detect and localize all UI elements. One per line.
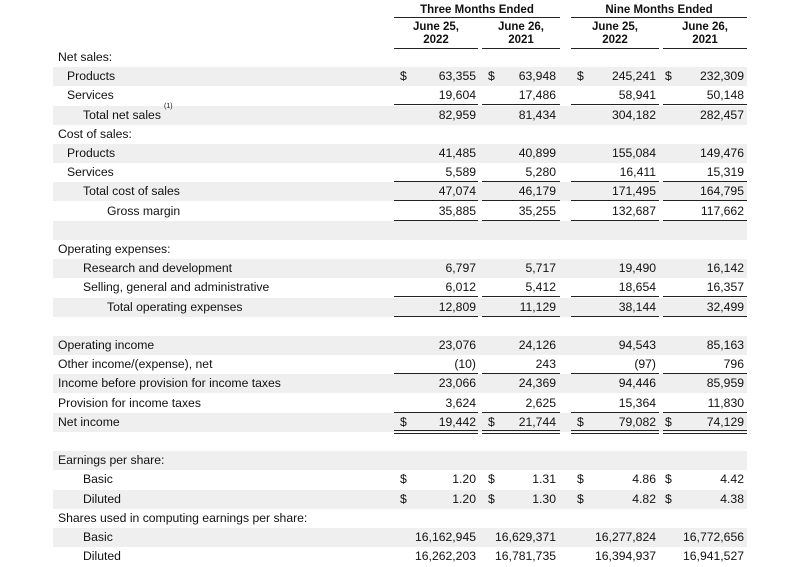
table-row: [53, 298, 747, 317]
table-row: [53, 336, 747, 355]
cell-value: (10): [454, 357, 476, 371]
cell-value: 11,129: [519, 300, 556, 314]
cell-value: (97): [634, 357, 656, 371]
cell-value: 1.31: [532, 472, 556, 486]
cell-value: 85,959: [706, 376, 744, 390]
cell-value: 58,941: [618, 88, 656, 102]
cell-value: 16,629,371: [495, 530, 556, 544]
cell-value: 16,142: [706, 261, 744, 275]
row-label: Selling, general and administrative: [83, 280, 270, 294]
cell-value: 164,795: [699, 184, 744, 198]
table-row: [53, 86, 747, 105]
row-label: Net income: [58, 415, 120, 429]
dollar-sign: $: [665, 472, 672, 486]
cell-value: 282,457: [699, 108, 744, 122]
dollar-sign: $: [488, 492, 495, 506]
cell-value: 1.30: [532, 492, 556, 506]
table-row: [53, 278, 747, 297]
table-row: [53, 509, 747, 528]
cell-value: 4.38: [720, 492, 744, 506]
cell-value: 18,654: [618, 280, 656, 294]
cell-value: 85,163: [706, 338, 744, 352]
row-label: Diluted: [83, 492, 121, 506]
table-row: [53, 490, 747, 509]
dollar-sign: $: [488, 415, 495, 429]
cell-value: 12,809: [438, 300, 476, 314]
cell-value: 24,126: [518, 338, 556, 352]
row-label: Shares used in computing earnings per share:: [58, 511, 308, 525]
dollar-sign: $: [577, 472, 584, 486]
cell-value: 41,485: [438, 146, 476, 160]
cell-value: 38,144: [618, 300, 656, 314]
row-label: Products: [67, 69, 116, 83]
cell-value: 16,277,824: [595, 530, 656, 544]
cell-value: 5,717: [525, 261, 556, 275]
cell-value: 79,082: [618, 415, 656, 429]
table-row: [53, 547, 747, 566]
cell-value: 171,495: [611, 184, 656, 198]
cell-value: 15,364: [618, 396, 656, 410]
header-rule-three-months: [394, 17, 560, 18]
cell-value: 50,148: [706, 88, 744, 102]
cell-value: 5,412: [525, 280, 556, 294]
dollar-sign: $: [577, 492, 584, 506]
cell-value: 35,255: [518, 204, 556, 218]
header-col3-line1: June 25,: [591, 21, 639, 33]
cell-value: 15,319: [706, 165, 744, 179]
dollar-sign: $: [400, 492, 407, 506]
cell-value: 4.82: [632, 492, 656, 506]
header-col4-line2: 2021: [692, 34, 718, 46]
cell-value: 16,941,527: [683, 549, 744, 563]
cell-value: 63,355: [438, 69, 476, 83]
dollar-sign: $: [665, 415, 672, 429]
cell-value: 11,830: [707, 396, 744, 410]
dollar-sign: $: [400, 415, 407, 429]
row-label: Net sales:: [58, 50, 113, 64]
header-three-months: Three Months Ended: [420, 4, 534, 16]
table-row: [53, 394, 747, 413]
header-col2-line2: 2021: [508, 34, 534, 46]
table-row: [53, 202, 747, 221]
cell-value: 21,744: [518, 415, 556, 429]
row-label: Basic: [83, 530, 113, 544]
cell-value: 16,781,735: [495, 549, 556, 563]
cell-value: 149,476: [699, 146, 744, 160]
row-label: Income before provision for income taxes: [58, 376, 281, 390]
cell-value: 1.20: [452, 492, 476, 506]
cell-value: 16,162,945: [415, 530, 476, 544]
table-row: [53, 240, 747, 259]
cell-value: 24,369: [518, 376, 556, 390]
row-label: Services: [67, 88, 114, 102]
total-rule: [482, 104, 560, 105]
cell-value: 245,241: [611, 69, 656, 83]
cell-value: 132,687: [611, 204, 656, 218]
dollar-sign: $: [665, 492, 672, 506]
cell-value: 117,662: [700, 204, 744, 218]
cell-value: 155,084: [611, 146, 656, 160]
table-row: [53, 163, 747, 182]
cell-value: 2,625: [525, 396, 556, 410]
row-label: Research and development: [83, 261, 233, 275]
dollar-sign: $: [400, 69, 407, 83]
cell-value: 796: [723, 357, 744, 371]
cell-value: 6,797: [445, 261, 476, 275]
header-col4-line1: June 26,: [681, 21, 729, 33]
row-label: Operating expenses:: [58, 242, 171, 256]
table-row: [53, 374, 747, 393]
table-row: [53, 182, 747, 201]
cell-value: 4.42: [720, 472, 744, 486]
dollar-sign: $: [665, 69, 672, 83]
cell-value: 16,394,937: [595, 549, 656, 563]
table-row: [53, 221, 747, 240]
total-rule: [663, 296, 747, 297]
row-label: Earnings per share:: [58, 453, 165, 467]
cell-value: 5,280: [525, 165, 556, 179]
table-row: [53, 317, 747, 336]
cell-value: 46,179: [518, 184, 556, 198]
table-row: [53, 67, 747, 86]
cell-value: 81,434: [518, 108, 556, 122]
cell-value: 19,604: [438, 88, 476, 102]
total-rule: [571, 104, 659, 105]
table-row: [53, 48, 747, 67]
total-rule: [571, 200, 659, 201]
header-col1-line1: June 25,: [412, 21, 460, 33]
cell-value: 19,442: [438, 415, 476, 429]
cell-value: 74,129: [706, 415, 744, 429]
cell-value: 1.20: [452, 472, 476, 486]
cell-value: 304,182: [611, 108, 656, 122]
row-label: Products: [67, 146, 116, 160]
cell-value: 243: [535, 357, 556, 371]
cell-value: 3,624: [445, 396, 476, 410]
cell-value: 63,948: [518, 69, 556, 83]
cell-value: 16,411: [619, 165, 656, 179]
table-row: [53, 451, 747, 470]
row-label: Operating income: [58, 338, 155, 352]
cell-value: 232,309: [699, 69, 744, 83]
cell-value: 19,490: [618, 261, 656, 275]
row-label: Services: [67, 165, 114, 179]
cell-value: 16,262,203: [415, 549, 476, 563]
header-nine-months: Nine Months Ended: [605, 4, 713, 16]
table-row: [53, 355, 747, 374]
total-rule: [663, 104, 747, 105]
row-label: Total cost of sales: [83, 184, 180, 198]
cell-value: 47,074: [438, 184, 476, 198]
footnote-marker: (1): [164, 103, 173, 110]
table-row: [53, 103, 747, 125]
table-row: [53, 432, 747, 451]
cell-value: 16,772,656: [683, 530, 744, 544]
table-row: [53, 528, 747, 547]
dollar-sign: $: [577, 415, 584, 429]
dollar-sign: $: [577, 69, 584, 83]
header-rule-nine-months: [571, 17, 747, 18]
row-label: Total net sales: [83, 108, 161, 122]
dollar-sign: $: [488, 472, 495, 486]
cell-value: 82,959: [438, 108, 476, 122]
dollar-sign: $: [488, 69, 495, 83]
cell-value: 4.86: [632, 472, 656, 486]
header-col2-line1: June 26,: [497, 21, 545, 33]
cell-value: 23,066: [438, 376, 476, 390]
header-col1-line2: 2022: [423, 34, 449, 46]
header-col3-line2: 2022: [602, 34, 628, 46]
row-label: Total operating expenses: [107, 300, 243, 314]
total-rule: [482, 296, 560, 297]
cell-value: 6,012: [445, 280, 476, 294]
cell-value: 35,885: [438, 204, 476, 218]
row-label: Basic: [83, 472, 113, 486]
cell-value: 23,076: [438, 338, 476, 352]
total-rule: [482, 200, 560, 201]
table-row: [53, 470, 747, 489]
table-row: [53, 125, 747, 144]
table-row: [53, 413, 747, 432]
row-label: Gross margin: [107, 204, 181, 218]
cell-value: 40,899: [518, 146, 556, 160]
cell-value: 17,486: [518, 88, 556, 102]
cell-value: 94,446: [618, 376, 656, 390]
row-label: Cost of sales:: [58, 127, 132, 141]
row-label: Other income/(expense), net: [58, 357, 213, 371]
total-rule: [571, 296, 659, 297]
cell-value: 32,499: [706, 300, 744, 314]
row-label: Diluted: [83, 549, 121, 563]
total-rule: [663, 200, 747, 201]
cell-value: 5,589: [445, 165, 476, 179]
cell-value: 94,543: [618, 338, 656, 352]
dollar-sign: $: [400, 472, 407, 486]
row-label: Provision for income taxes: [58, 396, 201, 410]
cell-value: 16,357: [706, 280, 744, 294]
table-row: [53, 144, 747, 163]
table-row: [53, 259, 747, 278]
